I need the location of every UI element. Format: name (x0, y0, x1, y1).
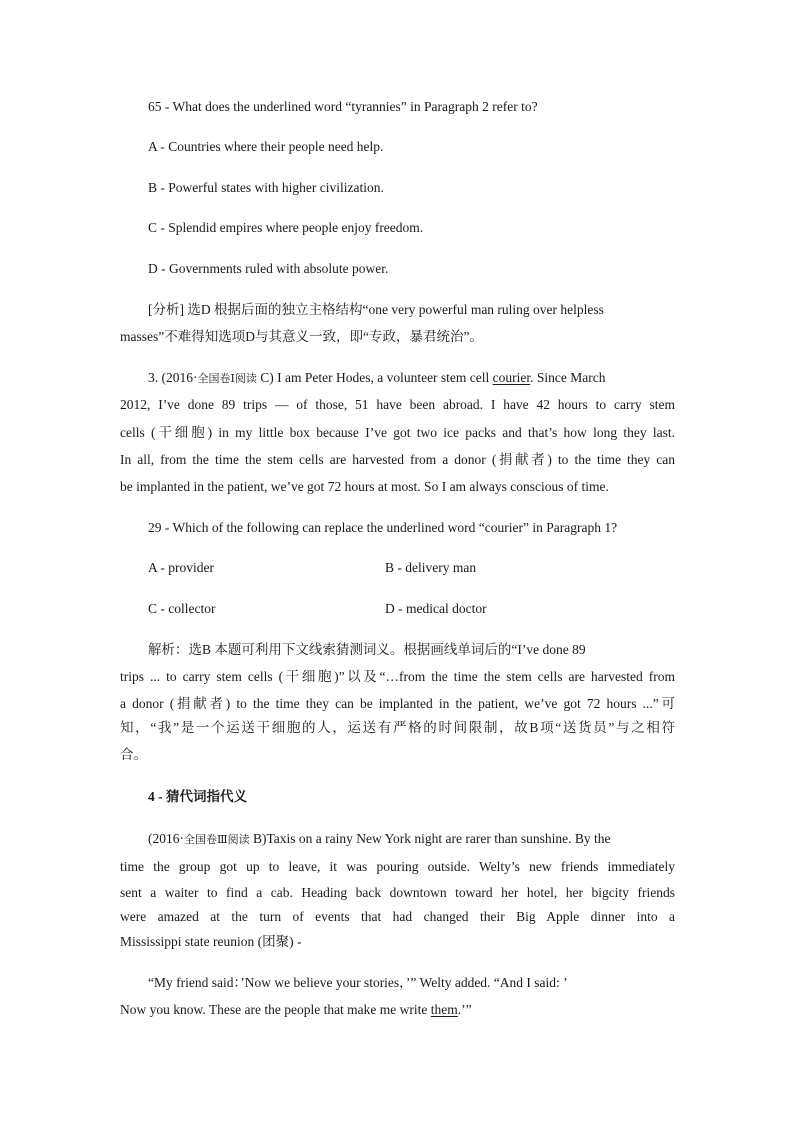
underlined-word-them: them (430, 1002, 458, 1017)
underlined-word-courier: courier (492, 370, 531, 385)
question-65-analysis-line-2: masses”不难得知选项D与其意义一致，即“专政，暴君统治”。 (120, 329, 483, 344)
source-tag: 全国卷Ⅰ阅读 (197, 373, 257, 385)
question-65-option-b: B - Powerful states with higher civilization. (148, 180, 384, 195)
question-29-option-a: A - provider (148, 560, 214, 575)
question-65-option-c: C - Splendid empires where people enjoy freedom. (148, 220, 424, 235)
passage-3-line-2: 2012, I’ve done 89 trips — of those, 51 have been abroad. I have 42 hours to carry stem (120, 397, 675, 412)
section-4-heading: 4 - 猜代词指代义 (148, 789, 247, 804)
question-29-stem: 29 - Which of the following can replace the underlined word “courier” in Paragraph 1? (148, 520, 618, 535)
question-65-stem: 65 - What does the underlined word “tyrannies” in Paragraph 2 refer to? (148, 99, 538, 114)
section-4-passage-line-1: (2016·全国卷Ⅲ阅读 B)Taxis on a rainy New York night are rarer than sunshine. By the (148, 831, 611, 846)
passage-3-line-4: In all, from the time the stem cells are harvested from a donor (捐献者) to the time they can (120, 452, 675, 467)
passage-3-line-1: 3. (2016·全国卷Ⅰ阅读 C) I am Peter Hodes, a volunteer stem cell courier. Since March (148, 370, 606, 385)
section-4-passage-line-3: sent a waiter to find a cab. Heading back downtown toward her hotel, her bigcity friends (120, 885, 675, 900)
section-4-quote-line-2: Now you know. These are the people that make me write them.’” (120, 1002, 472, 1017)
section-4-passage-line-5: Mississippi state reunion (团聚) - (120, 934, 302, 949)
question-29-analysis-line-4: 知，“我”是一个运送干细胞的人，运送有严格的时间限制，故B项“送货员”与之相符 (120, 720, 675, 735)
passage-3-line-3: cells (干细胞) in my little box because I’ve got two ice packs and that’s how long they last. (120, 425, 675, 440)
question-29-option-b: B - delivery man (385, 560, 477, 575)
question-29-analysis-line-2: trips ... to carry stem cells (干细胞)”以及“…from the time the stem cells are harvested from (120, 669, 675, 684)
section-4-passage-line-4: were amazed at the turn of events that had changed their Big Apple dinner into a (120, 909, 675, 924)
question-29-analysis-line-3: a donor (捐献者) to the time they can be implanted in the patient, we’ve got 72 hours ...”可 (120, 696, 675, 711)
question-65-option-a: A - Countries where their people need help. (148, 139, 384, 154)
question-29-option-c: C - collector (148, 601, 216, 616)
question-65-option-d: D - Governments ruled with absolute power. (148, 261, 389, 276)
question-29-analysis-line-5: 合。 (120, 747, 147, 762)
section-4-passage-line-2: time the group got up to leave, it was pouring outside. Welty’s new friends immediately (120, 859, 675, 874)
passage-3-line-5: be implanted in the patient, we’ve got 72 hours at most. So I am always conscious of time. (120, 479, 609, 494)
section-4-quote-line-1: “My friend said：’Now we believe your stories，’” Welty added. “And I said: ’ (148, 975, 568, 990)
question-29-option-d: D - medical doctor (385, 601, 487, 616)
question-29-analysis-line-1: 解析：选B 本题可利用下文线索猜测词义。根据画线单词后的“I’ve done 89 (148, 642, 586, 657)
source-tag: 全国卷Ⅲ阅读 (184, 834, 250, 846)
question-65-analysis-line-1: [分析] 选D 根据后面的独立主格结构“one very powerful man ruling over helpless (148, 302, 604, 317)
